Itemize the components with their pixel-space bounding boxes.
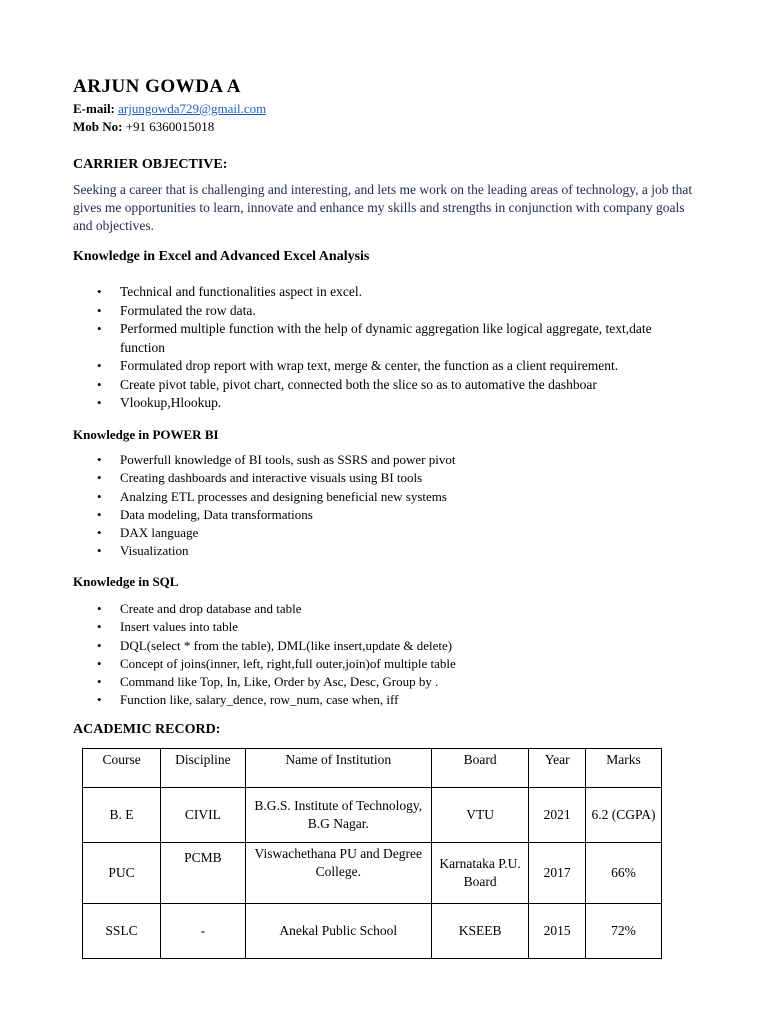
table-row (83, 843, 662, 904)
cell-year: 2021 (529, 788, 586, 843)
table-row (83, 788, 662, 843)
col-institution: Name of Institution (245, 749, 431, 788)
col-discipline: Discipline (161, 749, 246, 788)
list-item: • Powerfull knowledge of BI tools, sush as SSRS and power pivot (0, 451, 680, 469)
cell-marks: 66% (586, 843, 662, 904)
col-marks: Marks (586, 749, 662, 788)
objective-heading: CARRIER OBJECTIVE: (73, 157, 228, 172)
list-item: • Create and drop database and table (0, 600, 680, 618)
objective-text: Seeking a career that is challenging and interesting, and lets me work on the leading areas of technology, a job that gives me opportunities to learn, innovate and enhance my skills and strengths in conjunction with company goals and objectives. (73, 182, 693, 233)
cell-institution: Viswachethana PU and Degree College. (245, 843, 431, 904)
cell-board: Karnataka P.U. Board (431, 843, 528, 904)
cell-institution: Anekal Public School (245, 904, 431, 959)
cell-discipline: CIVIL (161, 788, 246, 843)
cell-discipline: - (161, 904, 246, 959)
list-item: • Formulated the row data. (0, 302, 680, 321)
list-item: • DAX language (0, 524, 680, 542)
list-item: • Create pivot table, pivot chart, connected both the slice so as to automative the dashboar (0, 376, 680, 395)
cell-year: 2015 (529, 904, 586, 959)
cell-year: 2017 (529, 843, 586, 904)
list-item: • Formulated drop report with wrap text, merge & center, the function as a client requirement. (0, 357, 680, 376)
sql-heading: Knowledge in SQL (73, 574, 179, 589)
mobile-line (73, 119, 214, 135)
mobile-label: Mob No: (73, 119, 123, 134)
col-board: Board (431, 749, 528, 788)
cell-marks: 6.2 (CGPA) (586, 788, 662, 843)
table-header-row (83, 749, 662, 788)
candidate-name: ARJUN GOWDA A (73, 76, 242, 97)
cell-discipline: PCMB (161, 843, 246, 904)
list-item: • Function like, salary_dence, row_num, case when, iff (0, 691, 680, 709)
excel-heading: Knowledge in Excel and Advanced Excel Analysis (73, 249, 370, 264)
cell-marks: 72% (586, 904, 662, 959)
cell-course: PUC (83, 843, 161, 904)
list-item: • DQL(select * from the table), DML(like insert,update & delete) (0, 637, 680, 655)
cell-institution: B.G.S. Institute of Technology, B.G Nagar. (245, 788, 431, 843)
list-item: • Command like Top, In, Like, Order by Asc, Desc, Group by . (0, 673, 680, 691)
email-label: E-mail: (73, 101, 115, 116)
cell-course: SSLC (83, 904, 161, 959)
col-course: Course (83, 749, 161, 788)
list-item: • Analzing ETL processes and designing beneficial new systems (0, 488, 680, 506)
list-item: • Data modeling, Data transformations (0, 506, 680, 524)
academic-heading: ACADEMIC RECORD: (73, 722, 221, 737)
excel-list (0, 283, 680, 413)
list-item: • Concept of joins(inner, left, right,full outer,join)of multiple table (0, 655, 680, 673)
mobile-number: +91 6360015018 (125, 119, 215, 134)
cell-board: VTU (431, 788, 528, 843)
list-item: • Visualization (0, 542, 680, 560)
table-row (83, 904, 662, 959)
powerbi-list (0, 451, 680, 561)
list-item: • Insert values into table (0, 618, 680, 636)
email-line (73, 101, 266, 117)
cell-board: KSEEB (431, 904, 528, 959)
col-year: Year (529, 749, 586, 788)
list-item: • Creating dashboards and interactive visuals using BI tools (0, 469, 680, 487)
email-link[interactable]: arjungowda729@gmail.com (118, 101, 267, 116)
powerbi-heading: Knowledge in POWER BI (73, 427, 219, 442)
list-item: • Vlookup,Hlookup. (0, 394, 680, 413)
sql-list (0, 600, 680, 710)
list-item: • Technical and functionalities aspect in excel. (0, 283, 680, 302)
cell-course: B. E (83, 788, 161, 843)
academic-table (82, 748, 662, 959)
list-item: • Performed multiple function with the help of dynamic aggregation like logical aggregate, text,date function (0, 320, 680, 357)
